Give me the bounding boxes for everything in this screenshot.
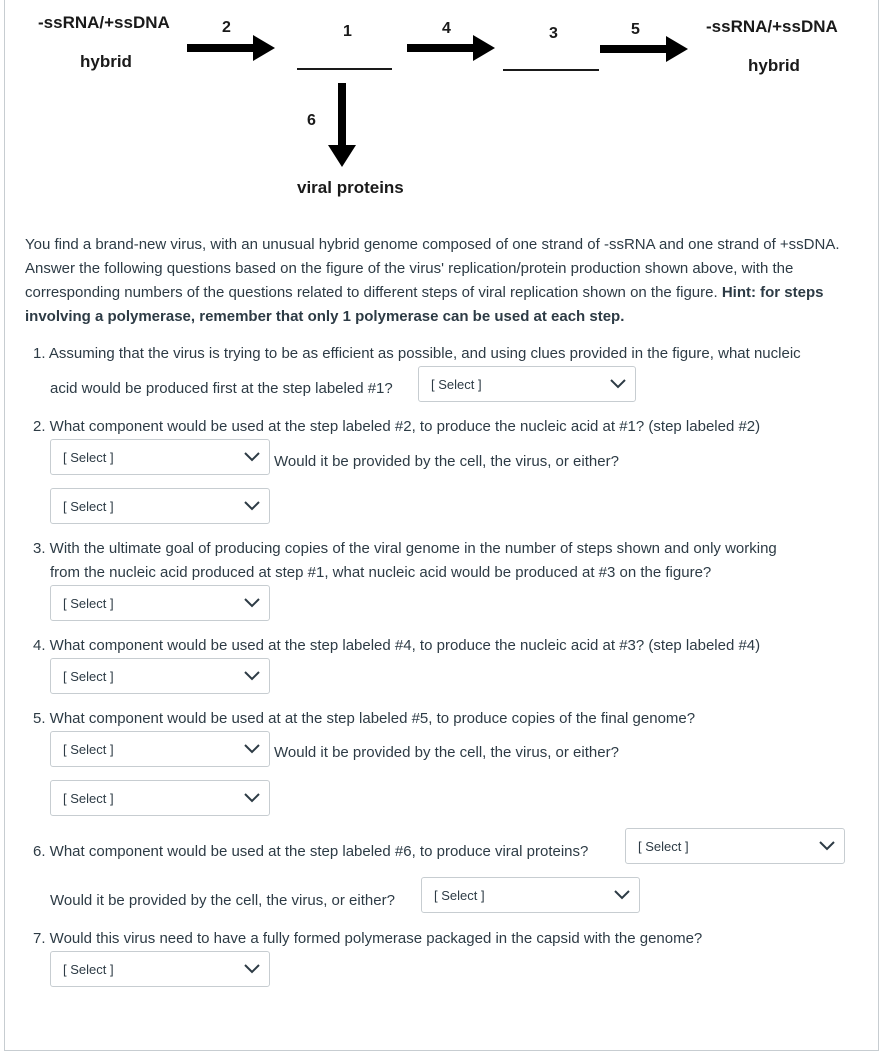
step-3-blank (503, 69, 599, 71)
intro-text: You find a brand-new virus, with an unusual hybrid genome composed of one strand of -ssRNA and one strand of +ssDNA. Answer the following questions based on the figure of the virus' replication/protein production shown above, with the corresponding numbers of the questions related to different steps of viral replication shown on the figure. (25, 236, 840, 301)
q1-select-value: [ Select ] (431, 377, 482, 392)
question-6-followup: Would it be provided by the cell, the virus, or either? (50, 892, 395, 909)
q7-select[interactable] (50, 951, 270, 987)
hint-text: Hint: for steps involving a polymerase, remember that only 1 polymerase can be used at each step. (25, 284, 824, 325)
chevron-down-icon (613, 888, 631, 902)
q1-select[interactable] (418, 366, 636, 402)
question-2-line1: 2. What component would be used at the step labeled #2, to produce the nucleic acid at #1? (step labeled #2) (33, 418, 761, 435)
question-3-line1: 3. With the ultimate goal of producing copies of the viral genome in the number of steps shown and only working (33, 540, 777, 557)
q6-component-select[interactable] (625, 828, 845, 864)
q4-select[interactable] (50, 658, 270, 694)
question-4-line1: 4. What component would be used at the step labeled #4, to produce the nucleic acid at #3? (step labeled #4) (33, 637, 761, 654)
q2-component-select[interactable] (50, 439, 270, 475)
arrow-step-4-icon (407, 34, 497, 64)
left-genome-label: -ssRNA/+ssDNA (38, 13, 170, 32)
q2-source-select[interactable] (50, 488, 270, 524)
arrow-step-6-icon (327, 83, 357, 169)
q3-select-value: [ Select ] (63, 596, 114, 611)
arrow-step-2-icon (187, 34, 277, 64)
step-3-label: 3 (549, 25, 558, 42)
question-5-line1: 5. What component would be used at at the step labeled #5, to produce copies of the final genome? (33, 710, 696, 727)
q6-source-select[interactable] (421, 877, 640, 913)
q6-source-select-value: [ Select ] (434, 888, 485, 903)
step-5-label: 5 (631, 21, 640, 38)
right-genome-label-line2: hybrid (748, 56, 800, 75)
chevron-down-icon (243, 791, 261, 805)
question-2-followup: Would it be provided by the cell, the virus, or either? (274, 453, 619, 470)
chevron-down-icon (243, 669, 261, 683)
step-1-blank (297, 68, 392, 70)
step-1-label: 1 (343, 23, 352, 40)
q4-select-value: [ Select ] (63, 669, 114, 684)
q5-source-select[interactable] (50, 780, 270, 816)
chevron-down-icon (818, 839, 836, 853)
q6-component-select-value: [ Select ] (638, 839, 689, 854)
question-3-line2: from the nucleic acid produced at step #1, what nucleic acid would be produced at #3 on the figure? (50, 564, 712, 581)
chevron-down-icon (243, 450, 261, 464)
question-5-followup: Would it be provided by the cell, the virus, or either? (274, 744, 619, 761)
intro-paragraph (25, 233, 860, 329)
chevron-down-icon (243, 962, 261, 976)
question-1-line2: acid would be produced first at the step labeled #1? (50, 380, 393, 397)
q5-component-select-value: [ Select ] (63, 742, 114, 757)
question-1-line1: 1. Assuming that the virus is trying to be as efficient as possible, and using clues provided in the figure, what nucleic (33, 345, 801, 362)
viral-proteins-label: viral proteins (297, 178, 404, 197)
chevron-down-icon (243, 742, 261, 756)
chevron-down-icon (243, 596, 261, 610)
q2-source-select-value: [ Select ] (63, 499, 114, 514)
chevron-down-icon (609, 377, 627, 391)
chevron-down-icon (243, 499, 261, 513)
q5-source-select-value: [ Select ] (63, 791, 114, 806)
question-7-line1: 7. Would this virus need to have a fully formed polymerase packaged in the capsid with the genome? (33, 930, 703, 947)
question-6-line1: 6. What component would be used at the step labeled #6, to produce viral proteins? (33, 843, 589, 860)
q5-component-select[interactable] (50, 731, 270, 767)
q2-component-select-value: [ Select ] (63, 450, 114, 465)
right-genome-label: -ssRNA/+ssDNA (706, 17, 838, 36)
arrow-step-5-icon (600, 35, 690, 65)
step-4-label: 4 (442, 20, 451, 37)
step-6-label: 6 (307, 112, 316, 129)
step-2-label: 2 (222, 19, 231, 36)
q7-select-value: [ Select ] (63, 962, 114, 977)
left-genome-label-line2: hybrid (80, 52, 132, 71)
q3-select[interactable] (50, 585, 270, 621)
